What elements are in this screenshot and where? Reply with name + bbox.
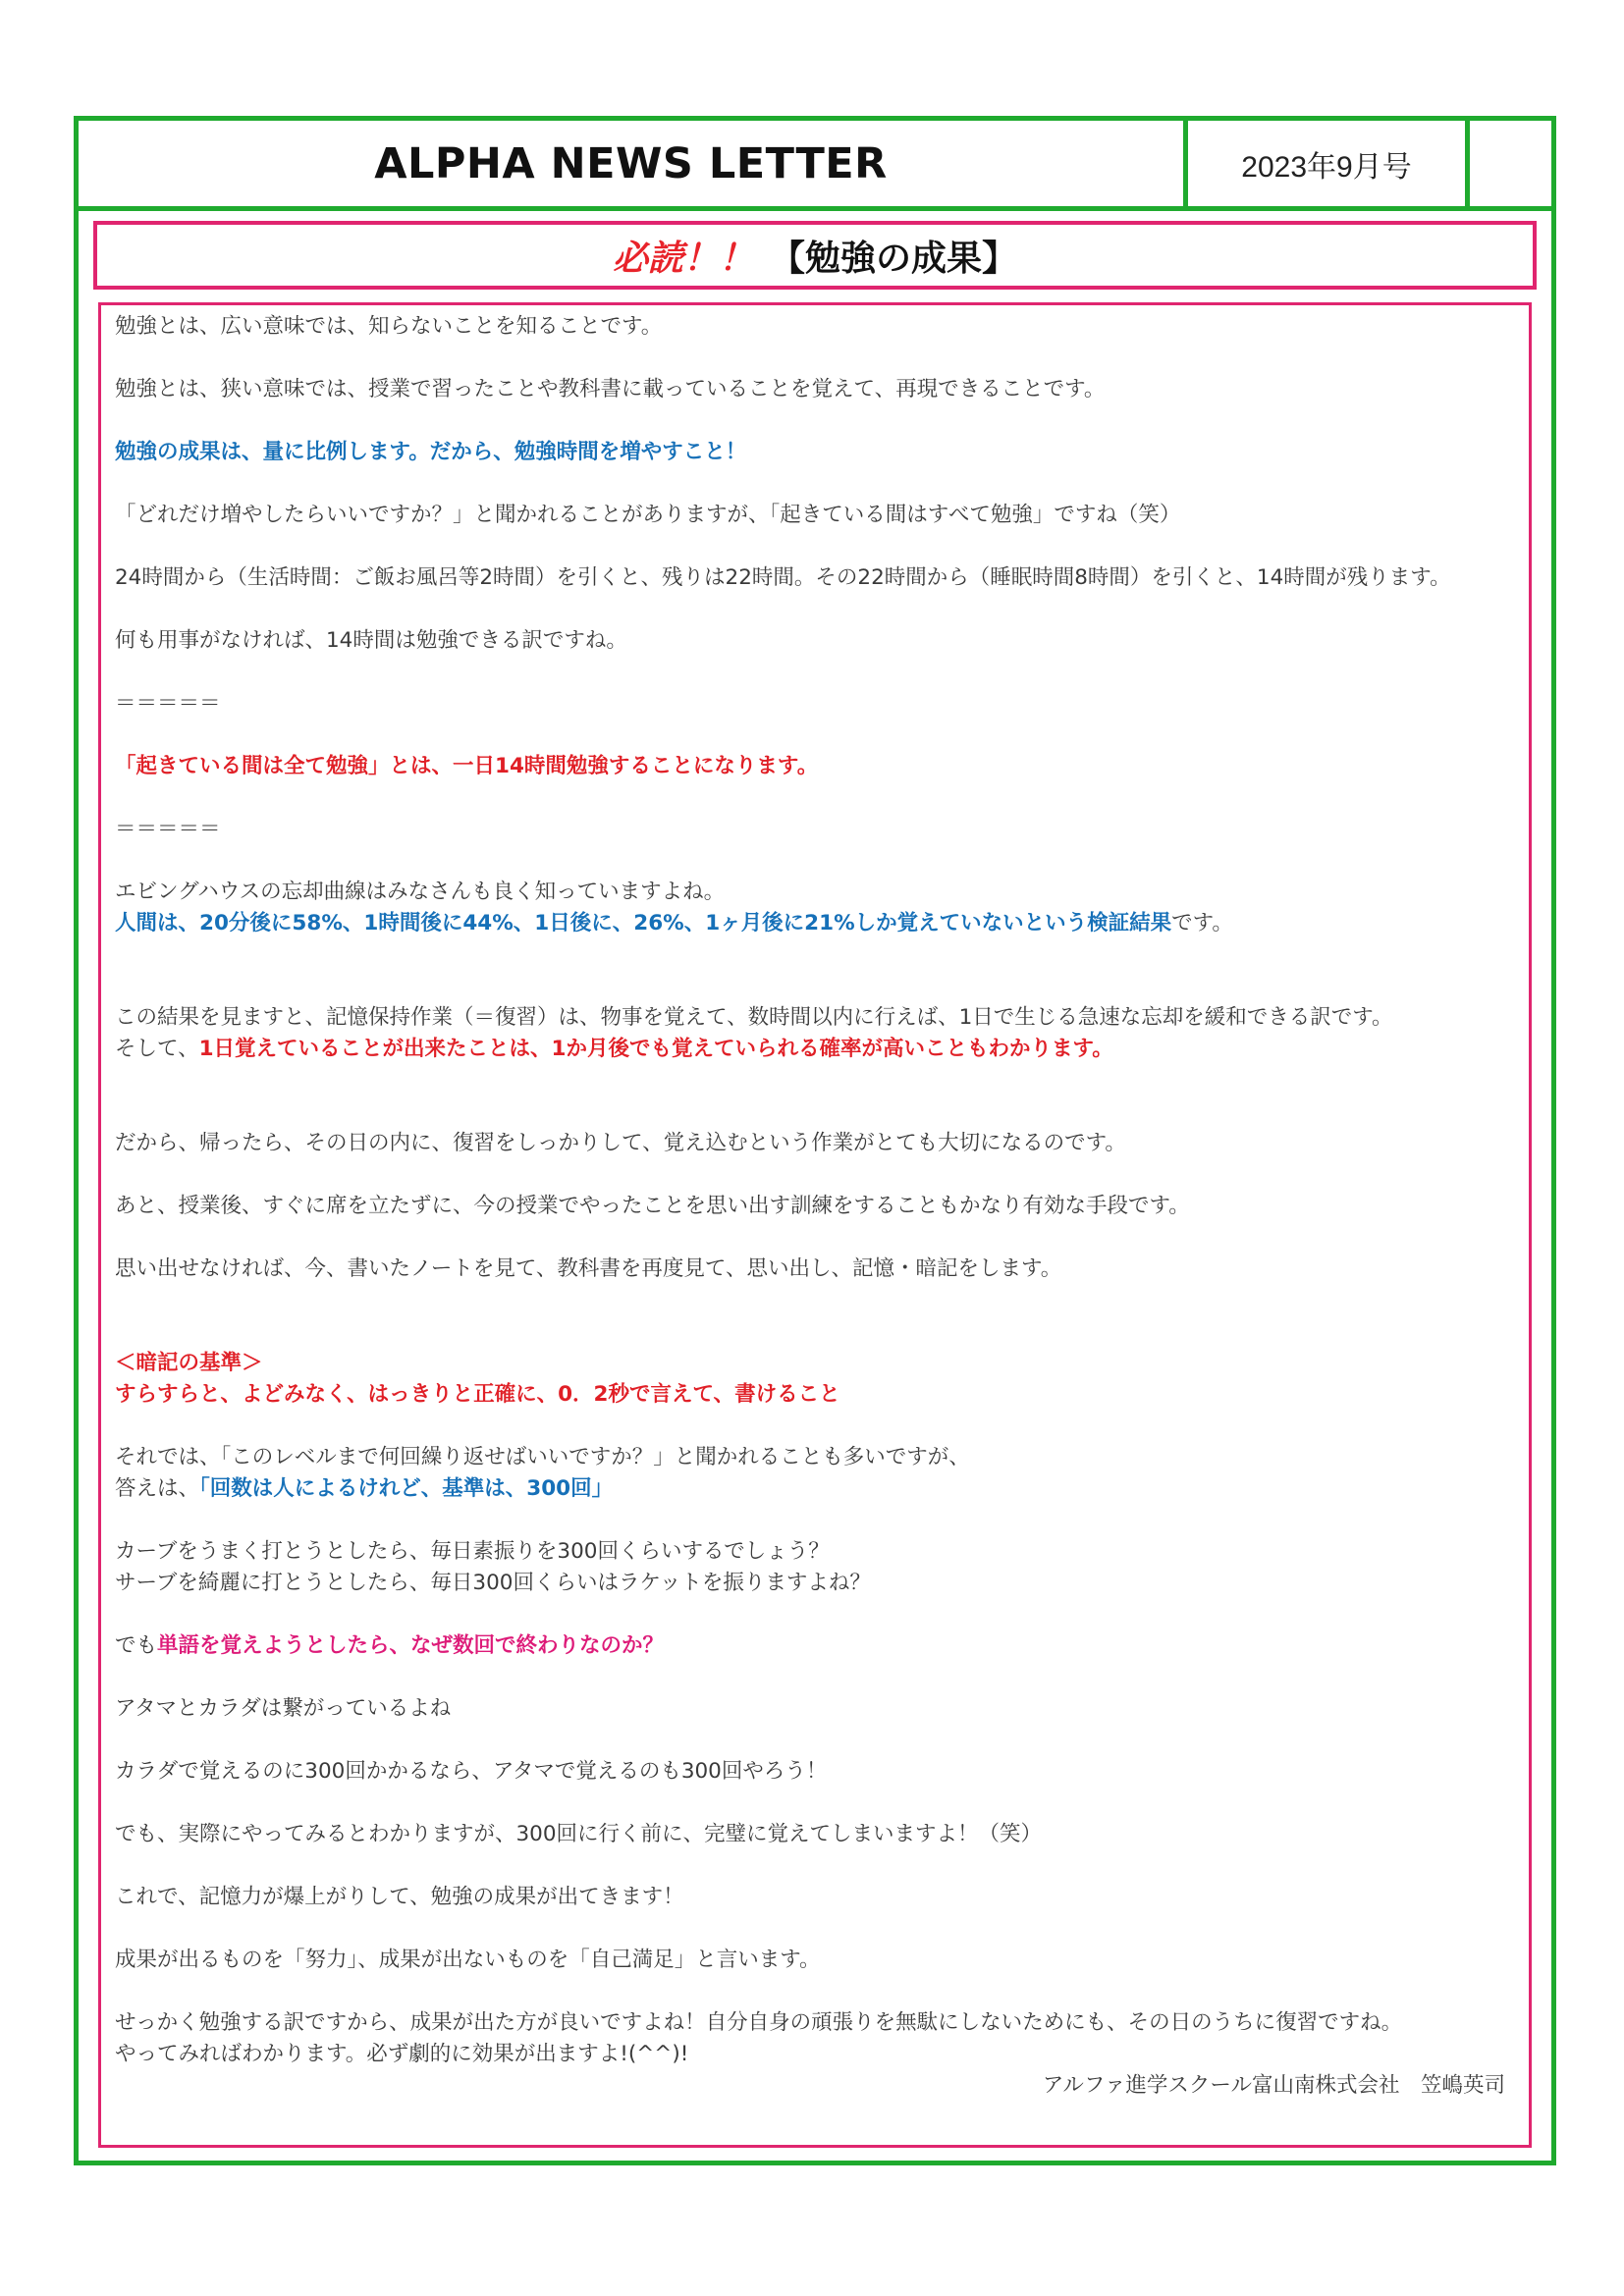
paragraph-head: 答えは、 — [115, 1476, 200, 1501]
paragraph — [115, 1630, 1515, 1662]
highlight-text: 人間は、20分後に58%、1時間後に44%、1日後に、26%、1ヶ月後に21%しか覚えていないという検証結果 — [115, 911, 1172, 935]
paragraph: 24時間から（生活時間：ご飯お風呂等2時間）を引くと、残りは22時間。その22時間から（睡眠時間8時間）を引くと、14時間が残ります。 — [115, 565, 1451, 590]
divider: ＝＝＝＝＝ — [115, 817, 221, 841]
paragraph: この結果を見ますと、記憶保持作業（＝復習）は、物事を覚えて、数時間以内に行えば、1日で生じる急速な忘却を緩和できる訳です。 — [115, 1005, 1393, 1030]
paragraph-tail: です。 — [1171, 911, 1233, 935]
key-point: 「起きている間は全て勉強」とは、一日14時間勉強することになります。 — [115, 754, 819, 778]
paragraph: サーブを綺麗に打とうとしたら、毎日300回くらいはラケットを振りますよね？ — [115, 1571, 871, 1595]
headline-topic: 【勉強の成果】 — [770, 238, 1018, 279]
paragraph-head: そして、 — [115, 1037, 199, 1061]
paragraph: 勉強とは、広い意味では、知らないことを知ることです。 — [115, 314, 663, 339]
newsletter-frame — [74, 116, 1556, 2165]
paragraph: だから、帰ったら、その日の内に、復習をしっかりして、覚え込むという作業がとても大切になるのです。 — [115, 1131, 1126, 1155]
newsletter-title: ALPHA NEWS LETTER — [79, 121, 1188, 206]
highlight-text: 「回数は人によるけれど、基準は、300回」 — [199, 1476, 614, 1501]
paragraph — [115, 1473, 1515, 1505]
paragraph: 勉強とは、狭い意味では、授業で習ったことや教科書に載っていることを覚えて、再現できることです。 — [115, 377, 1106, 401]
header-row — [79, 121, 1551, 211]
paragraph: カーブをうまく打とうとしたら、毎日素振りを300回くらいするでしょう？ — [115, 1539, 830, 1564]
headline-emphasis: 必読！！ — [612, 238, 754, 279]
paragraph: これで、記憶力が爆上がりして、勉強の成果が出てきます！ — [115, 1885, 684, 1909]
header-empty-cell — [1470, 121, 1551, 206]
paragraph: せっかく勉強する訳ですから、成果が出た方が良いですよね！自分自身の頑張りを無駄にしないためにも、その日のうちに復習ですね。 — [115, 2010, 1403, 2035]
paragraph: やってみればわかります。必ず劇的に効果が出ますよ!(^^)! — [115, 2042, 689, 2066]
issue-date: 2023年9月号 — [1188, 121, 1470, 206]
headline-box — [93, 221, 1537, 290]
paragraph: でも、実際にやってみるとわかりますが、300回に行く前に、完璧に覚えてしまいますよ！（笑） — [115, 1822, 1043, 1846]
key-point: すらすらと、よどみなく、はっきりと正確に、0．2秒で言えて、書けること — [115, 1382, 840, 1407]
paragraph: あと、授業後、すぐに席を立たずに、今の授業でやったことを思い出す訓練をすることもかなり有効な手段です。 — [115, 1194, 1190, 1218]
divider: ＝＝＝＝＝ — [115, 691, 221, 716]
article-body — [98, 302, 1532, 2148]
highlight-text: 1日覚えていることが出来たことは、1か月後でも覚えていられる確率が高いこともわかります。 — [198, 1037, 1113, 1061]
paragraph: 思い出せなければ、今、書いたノートを見て、教科書を再度見て、思い出し、記憶・暗記をします。 — [115, 1256, 1062, 1281]
paragraph-head: でも — [115, 1633, 158, 1658]
paragraph: それでは、「このレベルまで何回繰り返せばいいですか？」と聞かれることも多いですが、 — [115, 1445, 970, 1469]
paragraph: カラダで覚えるのに300回かかるなら、アタマで覚えるのも300回やろう！ — [115, 1759, 828, 1784]
section-heading: ＜暗記の基準＞ — [115, 1351, 263, 1375]
paragraph: 「どれだけ増やしたらいいですか？」と聞かれることがありますが、「起きている間はすべて勉強」ですね（笑） — [115, 503, 1181, 527]
paragraph — [115, 1034, 1515, 1065]
paragraph: 成果が出るものを「努力」、成果が出ないものを「自己満足」と言います。 — [115, 1948, 821, 1972]
paragraph — [115, 908, 1515, 939]
paragraph: アタマとカラダは繋がっているよね — [115, 1696, 452, 1721]
highlight-text: 単語を覚えようとしたら、なぜ数回で終わりなのか？ — [157, 1633, 665, 1658]
signature: アルファ進学スクール富山南株式会社 笠嶋英司 — [1042, 2073, 1505, 2098]
paragraph: エビングハウスの忘却曲線はみなさんも良く知っていますよね。 — [115, 880, 726, 904]
paragraph: 何も用事がなければ、14時間は勉強できる訳ですね。 — [115, 628, 627, 653]
key-point: 勉強の成果は、量に比例します。だから、勉強時間を増やすこと！ — [115, 440, 747, 464]
